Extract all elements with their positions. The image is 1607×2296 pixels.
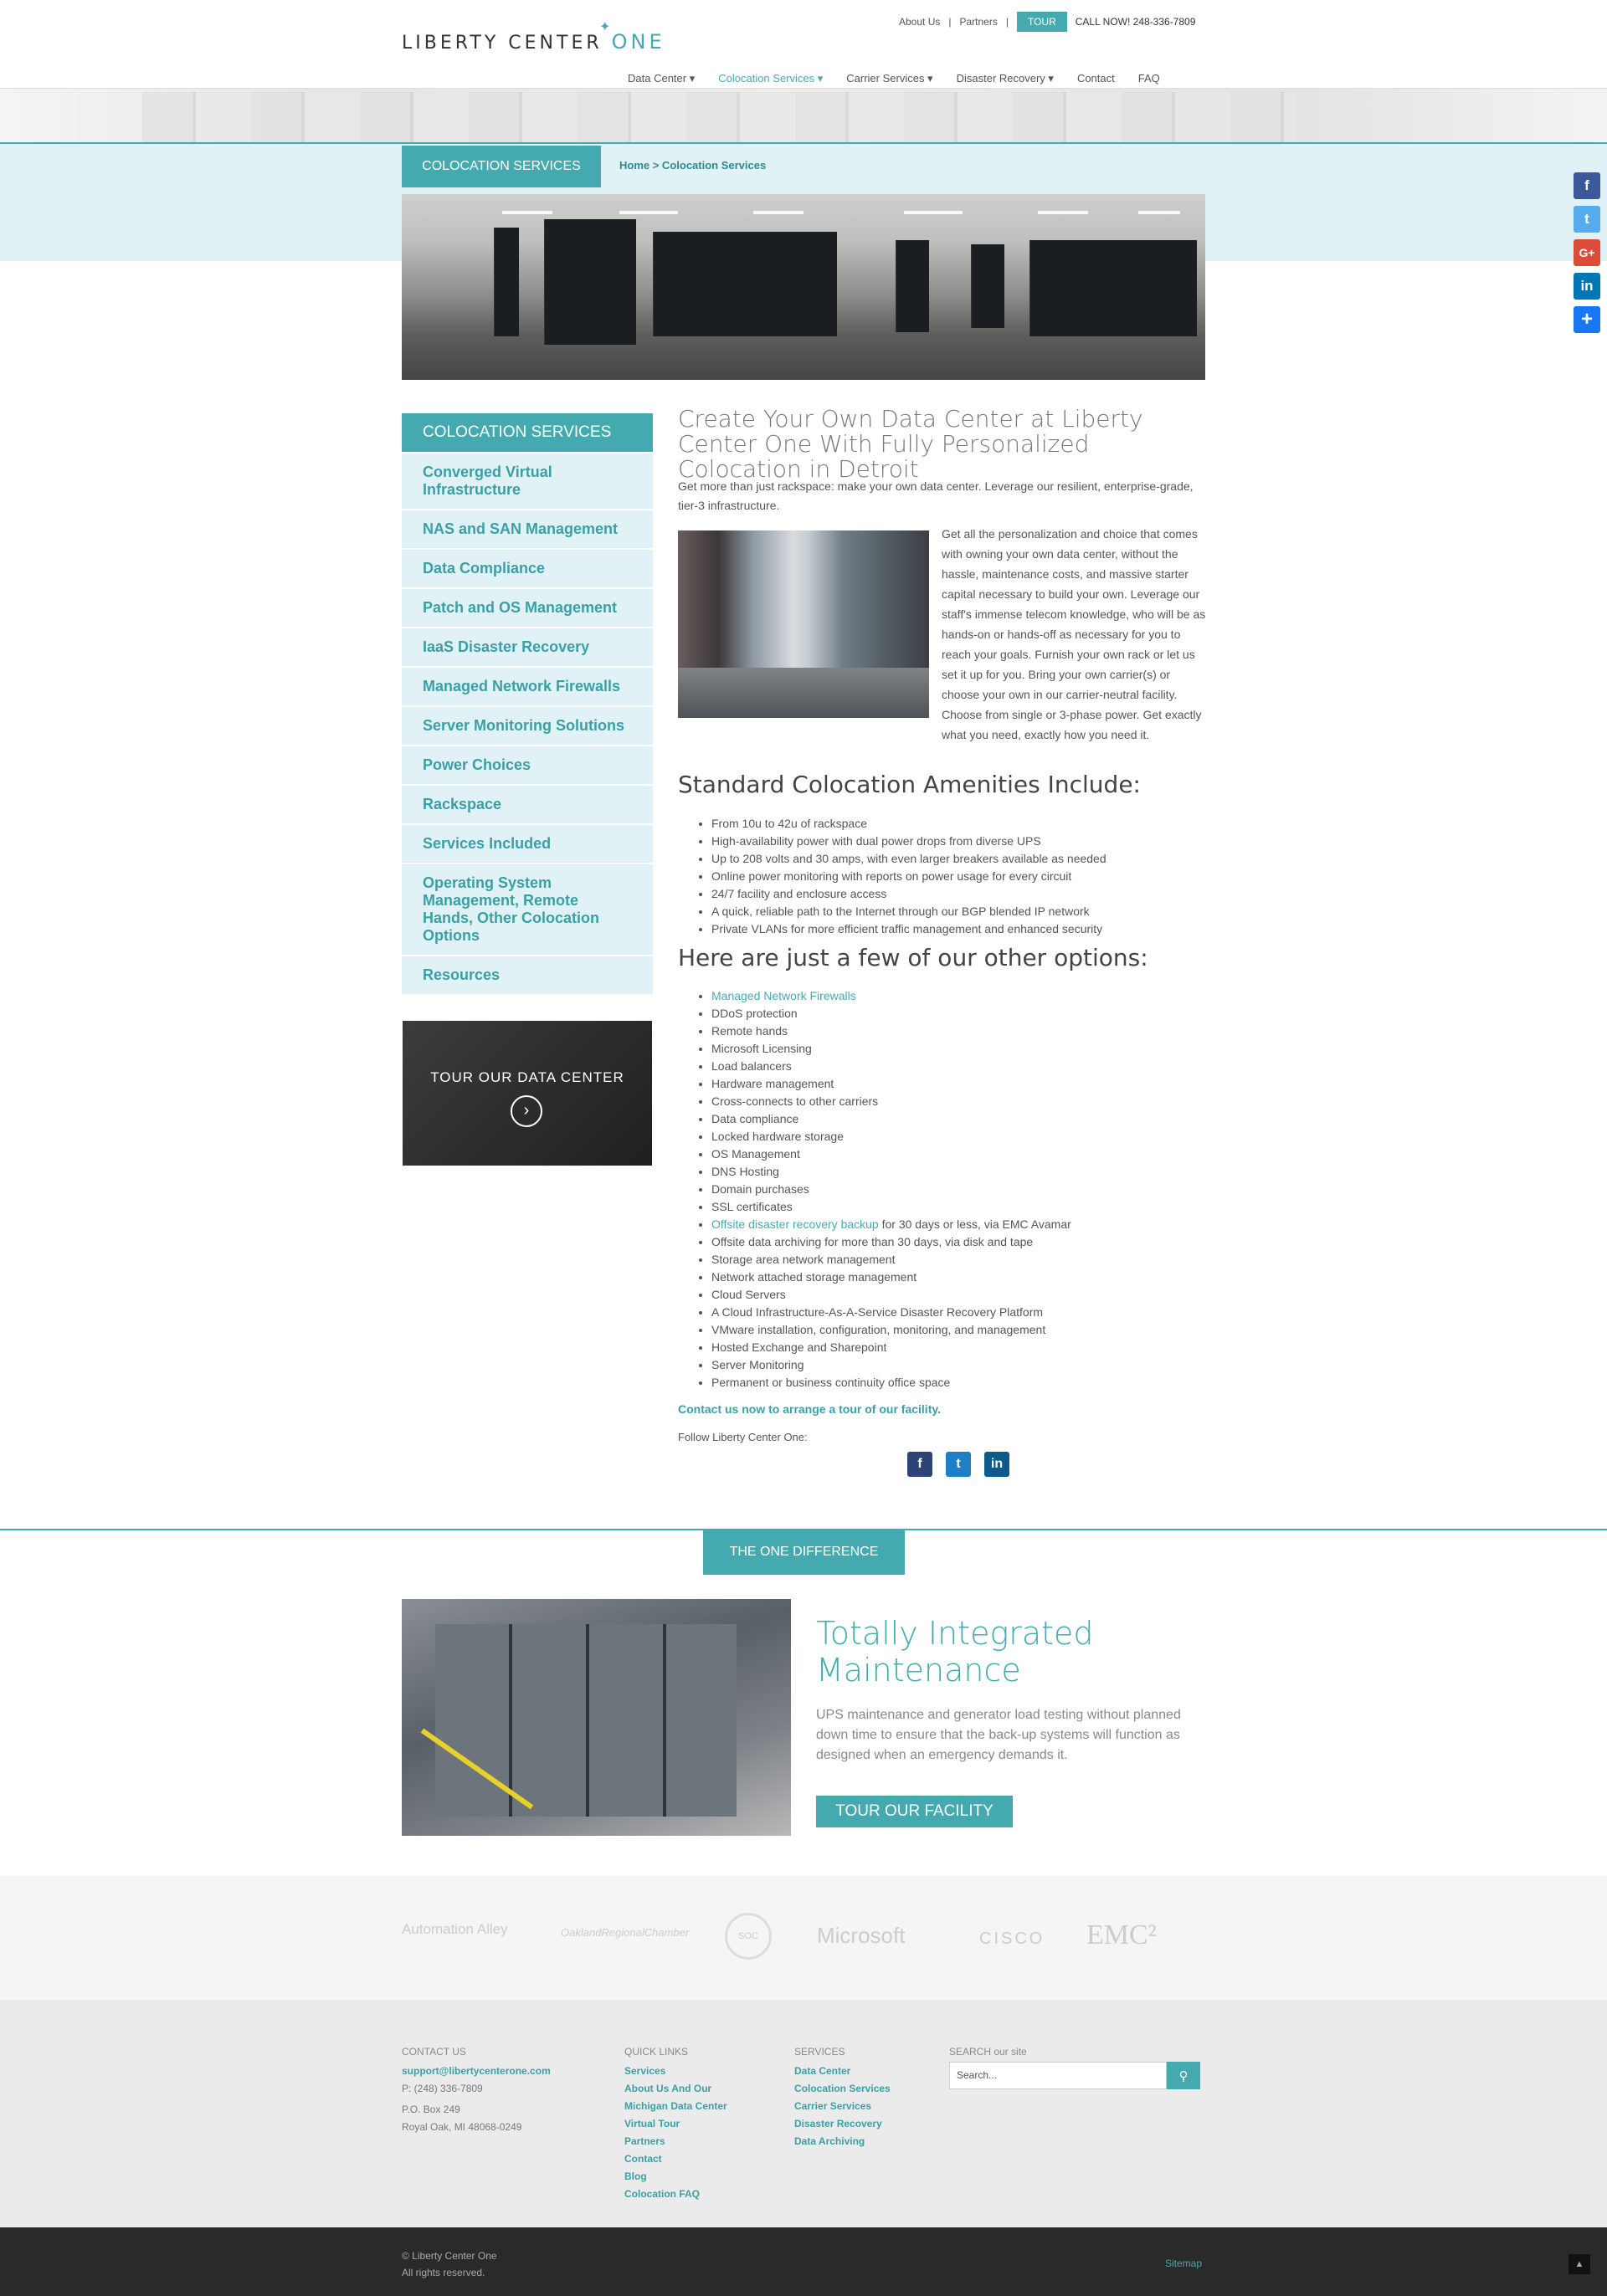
hero-racks-image xyxy=(142,92,1297,144)
search-icon[interactable]: ⚲ xyxy=(1167,2062,1200,2089)
footer-link[interactable]: About Us And Our xyxy=(624,2083,712,2094)
list-item: • Cross-connects to other carriers xyxy=(711,1093,1230,1110)
footer-heading: CONTACT US xyxy=(402,2046,466,2058)
share-rail xyxy=(1574,172,1600,333)
tour-box-label: TOUR OUR DATA CENTER xyxy=(430,1069,624,1085)
list-item xyxy=(711,987,1230,1005)
footer-contact xyxy=(402,2043,551,2136)
footer-search xyxy=(949,2043,1027,2063)
list-item: • 24/7 facility and enclosure access xyxy=(711,885,1230,903)
footer-link[interactable]: Colocation FAQ xyxy=(624,2188,700,2200)
footer-link[interactable]: Virtual Tour xyxy=(624,2118,680,2129)
footer-pobox: P.O. Box 249 xyxy=(402,2104,460,2115)
list-item: • From 10u to 42u of rackspace xyxy=(711,815,1230,833)
follow-label: Follow Liberty Center One: xyxy=(678,1431,808,1443)
partner-logos xyxy=(0,1876,1607,2000)
sidebar-menu xyxy=(402,454,653,996)
copyright-text: © Liberty Center One xyxy=(402,2250,497,2262)
logo-star-icon: ✦ xyxy=(599,18,614,34)
top-header xyxy=(0,0,1607,89)
logo-automation-alley: Automation Alley xyxy=(402,1921,508,1937)
list-item: • Offsite data archiving for more than 30 days, via disk and tape xyxy=(711,1233,1230,1251)
logo[interactable] xyxy=(402,18,665,54)
list-item: • OS Management xyxy=(711,1145,1230,1163)
breadcrumb[interactable]: Home > Colocation Services xyxy=(619,159,767,172)
nav-carrier-services[interactable]: Carrier Services ▾ xyxy=(846,72,933,85)
chevron-up-icon[interactable]: ▲ xyxy=(1568,2254,1590,2274)
top-links xyxy=(899,12,1195,32)
tour-button[interactable]: TOUR xyxy=(1017,12,1067,32)
list-item: • Microsoft Licensing xyxy=(711,1040,1230,1058)
list-item: • A quick, reliable path to the Internet through our BGP blended IP network xyxy=(711,903,1230,920)
bottom-bar xyxy=(0,2227,1607,2296)
list-item: • VMware installation, configuration, monitoring, and management xyxy=(711,1321,1230,1339)
footer-email[interactable]: support@libertycenterone.com xyxy=(402,2065,551,2077)
list-item: • DNS Hosting xyxy=(711,1163,1230,1181)
sidebar-item-data-compliance[interactable]: Data Compliance xyxy=(402,550,653,589)
page-title: COLOCATION SERVICES xyxy=(402,146,601,187)
logo-oakland-chamber: OaklandRegionalChamber xyxy=(561,1926,690,1939)
facebook-share-icon[interactable]: f xyxy=(1574,172,1600,199)
footer-link[interactable]: Data Center xyxy=(794,2065,851,2077)
list-item: • Online power monitoring with reports on power usage for every circuit xyxy=(711,868,1230,885)
sidebar-item-patch-os[interactable]: Patch and OS Management xyxy=(402,589,653,628)
list-item: • A Cloud Infrastructure-As-A-Service Disaster Recovery Platform xyxy=(711,1304,1230,1321)
search-form xyxy=(949,2062,1200,2089)
list-item: • Permanent or business continuity office space xyxy=(711,1374,1230,1391)
contact-line xyxy=(678,1402,941,1416)
footer-heading: SERVICES xyxy=(794,2046,845,2058)
plus-share-icon[interactable]: + xyxy=(1574,306,1600,333)
server-aisle-photo xyxy=(678,530,929,718)
tour-data-center-box[interactable] xyxy=(403,1021,652,1166)
list-item: • Cloud Servers xyxy=(711,1286,1230,1304)
maintenance-photo xyxy=(402,1599,791,1836)
list-item: • Up to 208 volts and 30 amps, with even larger breakers available as needed xyxy=(711,850,1230,868)
sidebar-item-power[interactable]: Power Choices xyxy=(402,746,653,786)
sidebar-heading: COLOCATION SERVICES xyxy=(402,413,653,452)
logo-microsoft: Microsoft xyxy=(817,1923,906,1948)
offsite-backup-link[interactable]: Offsite disaster recovery backup xyxy=(711,1217,879,1231)
list-item: • Domain purchases xyxy=(711,1181,1230,1198)
about-link[interactable]: About Us xyxy=(899,16,941,28)
sidebar-item-os-management[interactable]: Operating System Management, Remote Hands, Other Colocation Options xyxy=(402,864,653,956)
sitemap-link[interactable]: Sitemap xyxy=(1165,2258,1203,2269)
list-item: • Data compliance xyxy=(711,1110,1230,1128)
linkedin-share-icon[interactable]: in xyxy=(1574,273,1600,300)
period: . xyxy=(937,1402,941,1416)
options-list xyxy=(711,987,1230,1391)
footer-heading: QUICK LINKS xyxy=(624,2046,689,2058)
list-item: • Network attached storage management xyxy=(711,1268,1230,1286)
twitter-share-icon[interactable]: t xyxy=(1574,206,1600,233)
sidebar-item-nas-san[interactable]: NAS and SAN Management xyxy=(402,510,653,550)
nav-contact[interactable]: Contact xyxy=(1076,72,1115,85)
sidebar-item-iaas-dr[interactable]: IaaS Disaster Recovery xyxy=(402,628,653,668)
footer-link[interactable]: Data Archiving xyxy=(794,2135,865,2147)
maintenance-text: UPS maintenance and generator load testing without planned down time to ensure that the back-up systems will function as designed when an emergency demands it. xyxy=(816,1708,1181,1762)
content-heading: Create Your Own Data Center at Liberty Center One With Fully Personalized Colocation in Detroit xyxy=(678,405,1143,483)
intro-text: Get more than just rackspace: make your own data center. Leverage our resilient, enterprise-grade, tier-3 infrastructure. xyxy=(678,479,1194,512)
sidebar-item-resources[interactable]: Resources xyxy=(402,956,653,996)
nav-faq[interactable]: FAQ xyxy=(1137,72,1160,85)
main-nav xyxy=(628,72,1160,85)
amenities-list xyxy=(711,815,1230,938)
nav-data-center[interactable]: Data Center ▾ xyxy=(628,72,696,85)
list-item: • High-availability power with dual power drops from diverse UPS xyxy=(711,833,1230,850)
search-input[interactable]: Search... xyxy=(949,2062,1167,2089)
list-item: • Storage area network management xyxy=(711,1251,1230,1268)
offsite-rest: for 30 days or less, via EMC Avamar xyxy=(878,1217,1071,1231)
logo-text: LIBERTY CENTER xyxy=(402,33,603,54)
one-difference-button[interactable]: THE ONE DIFFERENCE xyxy=(703,1530,905,1575)
call-now[interactable]: CALL NOW! 248-336-7809 xyxy=(1075,16,1196,28)
footer-link[interactable]: Carrier Services xyxy=(794,2100,872,2112)
follow-social-icons xyxy=(907,1452,1009,1477)
list-item: • DDoS protection xyxy=(711,1005,1230,1022)
footer-link[interactable]: Partners xyxy=(624,2135,665,2147)
list-item: • Hardware management xyxy=(711,1075,1230,1093)
nav-colocation-services[interactable]: Colocation Services ▾ xyxy=(718,72,824,85)
options-heading: Here are just a few of our other options: xyxy=(678,944,1148,971)
separator: | xyxy=(948,16,952,28)
maintenance-heading: Totally Integrated Maintenance xyxy=(816,1615,1094,1689)
footer-link[interactable]: Blog xyxy=(624,2170,647,2182)
firewalls-link[interactable]: Managed Network Firewalls xyxy=(711,989,856,1002)
sidebar-item-firewalls[interactable]: Managed Network Firewalls xyxy=(402,668,653,707)
facebook-icon[interactable]: f xyxy=(907,1452,932,1477)
footer-link[interactable]: Colocation Services xyxy=(794,2083,891,2094)
footer-link[interactable]: Disaster Recovery xyxy=(794,2118,882,2129)
list-item: • Server Monitoring xyxy=(711,1356,1230,1374)
nav-disaster-recovery[interactable]: Disaster Recovery ▾ xyxy=(956,72,1054,85)
linkedin-icon[interactable]: in xyxy=(984,1452,1009,1477)
list-item: • Remote hands xyxy=(711,1022,1230,1040)
list-item: • Load balancers xyxy=(711,1058,1230,1075)
google-plus-share-icon[interactable]: G+ xyxy=(1574,239,1600,266)
footer-link[interactable]: Michigan Data Center xyxy=(624,2100,727,2112)
rights-text: All rights reserved. xyxy=(402,2267,485,2278)
copyright xyxy=(402,2247,497,2281)
list-item: • Private VLANs for more efficient traffic management and enhanced security xyxy=(711,920,1230,938)
list-item: • Hosted Exchange and Sharepoint xyxy=(711,1339,1230,1356)
sidebar-item-server-monitoring[interactable]: Server Monitoring Solutions xyxy=(402,707,653,746)
amenities-heading: Standard Colocation Amenities Include: xyxy=(678,771,1141,798)
chevron-right-icon: › xyxy=(511,1095,542,1127)
logo-cisco: CISCO xyxy=(979,1930,1045,1948)
sidebar-item-converged[interactable]: Converged Virtual Infrastructure xyxy=(402,454,653,510)
tour-facility-button[interactable]: TOUR OUR FACILITY xyxy=(816,1796,1013,1827)
list-item: • SSL certificates xyxy=(711,1198,1230,1216)
logo-one: ONE xyxy=(611,30,665,54)
list-item: • Locked hardware storage xyxy=(711,1128,1230,1145)
footer-quick-links xyxy=(624,2043,727,2203)
list-item xyxy=(711,1216,1230,1233)
footer-heading: SEARCH our site xyxy=(949,2046,1027,2058)
twitter-icon[interactable]: t xyxy=(946,1452,971,1477)
footer-link[interactable]: Contact xyxy=(624,2153,662,2165)
footer-services xyxy=(794,2043,891,2150)
logo-emc: EMC² xyxy=(1086,1919,1157,1950)
sidebar-item-services-included[interactable]: Services Included xyxy=(402,825,653,864)
footer-phone: P: (248) 336-7809 xyxy=(402,2083,483,2094)
footer-city: Royal Oak, MI 48068-0249 xyxy=(402,2121,522,2133)
logo-soc: SOC xyxy=(725,1913,772,1960)
partners-link[interactable]: Partners xyxy=(959,16,998,28)
body-text: Get all the personalization and choice that comes with owning your own data center, without the hassle, maintenance costs, and massive starter capital necessary to build your own. Leverage our staff's immense telecom knowledge, who will be as hands-on or hands-off as necessary for you to reach your goals. Furnish your own rack or let us set it up for you. Bring your own carrier(s) or choose your own in our carrier-neutral facility. Choose from single or 3-phase power. Get exactly what you need, exactly how you need it. xyxy=(942,527,1206,741)
footer-link[interactable]: Services xyxy=(624,2065,666,2077)
contact-tour-link[interactable]: Contact us now to arrange a tour of our facility xyxy=(678,1402,938,1416)
sidebar-item-rackspace[interactable]: Rackspace xyxy=(402,786,653,825)
datacenter-banner-image xyxy=(402,194,1205,380)
separator: | xyxy=(1005,16,1009,28)
